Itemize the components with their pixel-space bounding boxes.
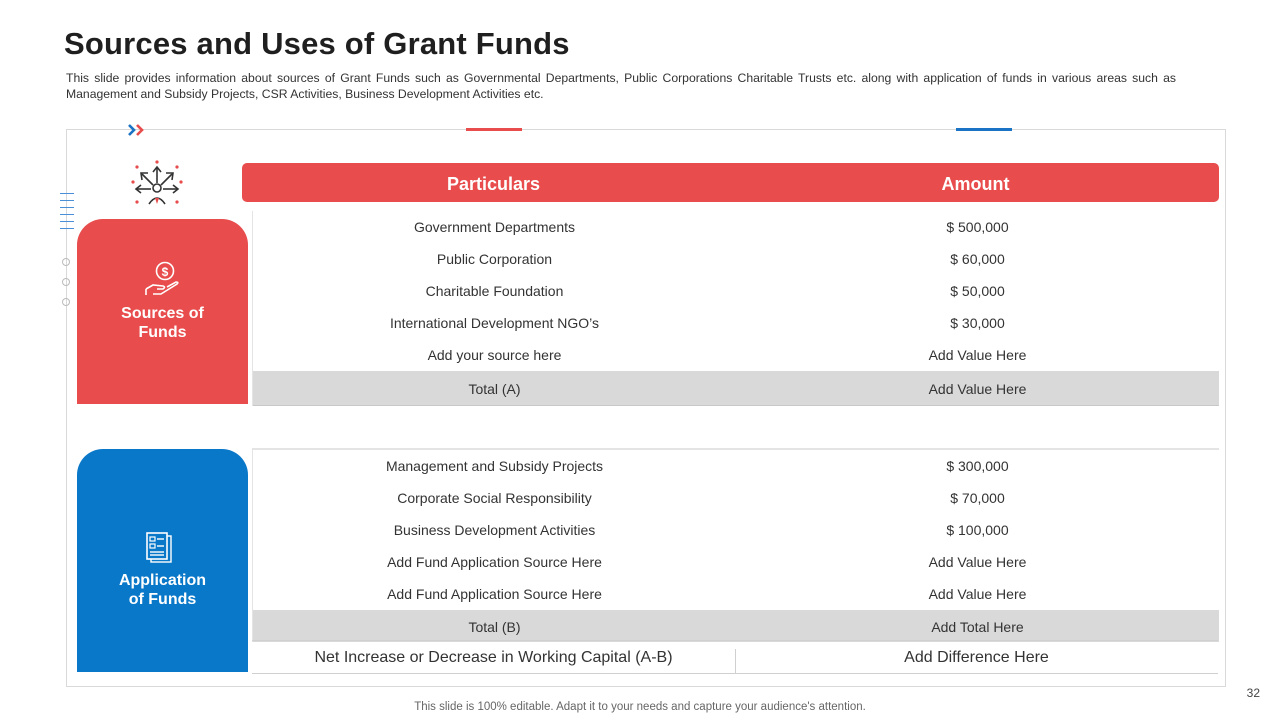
row-amount: $ 70,000 [950,490,1005,506]
header-amount: Amount [941,174,1010,194]
row-particular: Government Departments [413,219,576,235]
application-label-line1: Application [118,572,207,589]
total-row [253,371,1219,406]
table-row [253,339,1219,371]
row-particular: International Development NGO’s [389,315,600,331]
row-particular: Public Corporation [436,251,553,267]
application-label [77,571,248,609]
decor-lines [60,193,74,235]
sources-table [252,211,1219,406]
total-label: Total (B) [468,619,521,635]
table-row [253,514,1219,546]
accent-bar-blue [956,128,1012,131]
page-subtitle: This slide provides information about sources of Grant Funds such as Governmental Departments, Public Corporations Charitable Trusts etc. along with application of funds in various areas such as Management and Subsidy Projects, CSR Activities, Business Development Activities etc. [66,71,1176,101]
application-panel [77,449,248,672]
net-change-label: Net Increase or Decrease in Working Capital (A-B) [252,649,736,673]
sources-panel [77,219,248,404]
dollar-hand-icon [143,261,183,297]
row-amount: $ 50,000 [950,283,1005,299]
row-amount: $ 100,000 [946,522,1009,538]
table-row [253,307,1219,339]
table-row [253,450,1219,482]
row-amount: Add Value Here [928,554,1027,570]
sources-label-line2: Funds [138,324,187,341]
table-header [242,163,1219,202]
table-row [253,275,1219,307]
total-label: Total (A) [468,381,521,397]
document-list-icon [145,531,175,565]
row-amount: Add Value Here [928,586,1027,602]
page-number: 32 [1246,686,1260,700]
row-particular: Charitable Foundation [425,283,564,299]
table-row [253,546,1219,578]
table-row [253,211,1219,243]
row-particular: Corporate Social Responsibility [397,490,592,506]
table-row [253,482,1219,514]
total-amount: Add Total Here [931,619,1024,635]
row-particular: Business Development Activities [393,522,596,538]
sources-label [77,304,248,342]
row-particular: Add Fund Application Source Here [387,554,602,570]
table-row [253,243,1219,275]
row-particular: Add your source here [427,347,562,363]
application-label-line2: of Funds [128,591,197,608]
row-amount: $ 500,000 [946,219,1009,235]
svg-text:$: $ [161,265,169,279]
total-row [253,610,1219,642]
header-particulars: Particulars [446,174,541,194]
accent-bar-red [466,128,522,131]
decor-circles [62,258,70,318]
row-particular: Add Fund Application Source Here [387,586,602,602]
total-amount: Add Value Here [928,381,1027,397]
row-amount: Add Value Here [928,347,1027,363]
table-row [253,578,1219,610]
row-amount: $ 30,000 [950,315,1005,331]
double-chevron-right-icon [127,123,147,137]
application-table [252,448,1219,642]
row-amount: $ 300,000 [946,458,1009,474]
page-title: Sources and Uses of Grant Funds [64,26,570,61]
row-particular: Management and Subsidy Projects [385,458,604,474]
net-change-amount: Add Difference Here [904,649,1049,666]
row-amount: $ 60,000 [950,251,1005,267]
footer-note: This slide is 100% editable. Adapt it to your needs and capture your audience's attention. [414,701,866,713]
net-change-row [252,640,1218,674]
people-network-icon [131,158,183,208]
sources-label-line1: Sources of [121,305,204,322]
